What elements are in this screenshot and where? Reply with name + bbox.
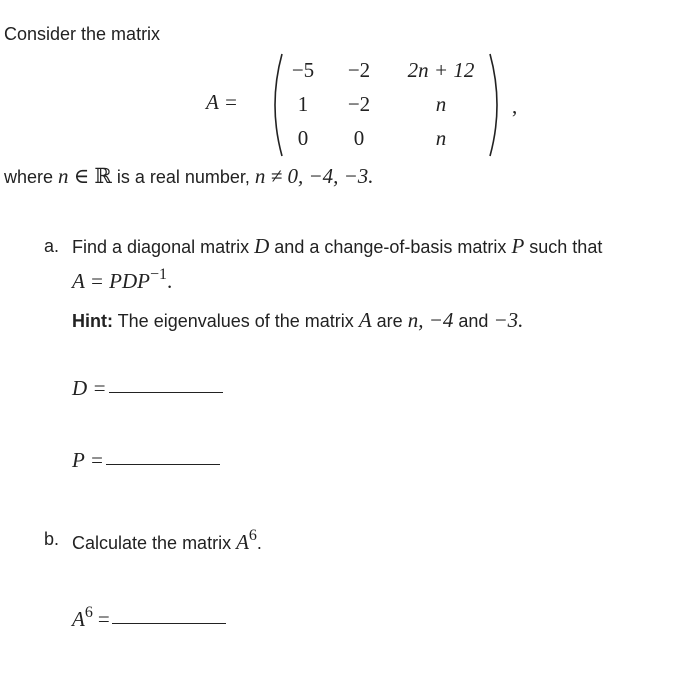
answer-p-blank[interactable] — [106, 464, 220, 465]
var-p: P — [511, 234, 525, 258]
hint-eigen-1: n, −4 — [407, 308, 454, 332]
condition-exclusions: n ≠ 0, −4, −3. — [254, 164, 374, 188]
matrix-cell: n — [435, 126, 447, 150]
part-a-text2: and a change-of-basis matrix — [274, 237, 507, 257]
matrix-cell: −2 — [347, 58, 371, 82]
answer-a6-eq: = — [97, 607, 110, 631]
part-b-period: . — [256, 533, 262, 553]
part-a-text3: such that — [529, 237, 603, 257]
answer-a6-base: A — [72, 607, 85, 631]
condition-line — [4, 164, 374, 189]
intro-text: Consider the matrix — [4, 24, 161, 44]
part-a-hint — [72, 308, 523, 333]
equation-period: . — [166, 269, 173, 293]
answer-p — [72, 448, 220, 473]
hint-and: and — [458, 311, 489, 331]
hint-var-a: A — [358, 308, 372, 332]
hint-eigen-2: −3. — [493, 308, 524, 332]
condition-middle: is a real number, — [116, 167, 250, 187]
answer-d-label: D = — [72, 376, 107, 400]
matrix-cell: −5 — [291, 58, 315, 82]
hint-text: The eigenvalues of the matrix — [117, 311, 354, 331]
hint-are: are — [376, 311, 403, 331]
part-a-text1: Find a diagonal matrix — [72, 237, 250, 257]
part-a-line1 — [72, 234, 602, 259]
answer-a6 — [72, 604, 226, 632]
part-a-equation — [72, 266, 172, 294]
part-b-sup: 6 — [248, 527, 257, 544]
matrix-trailing-comma: , — [512, 94, 518, 118]
answer-d — [72, 376, 223, 401]
answer-a6-sup: 6 — [84, 604, 93, 621]
right-paren — [486, 52, 506, 158]
matrix-cell: n — [435, 92, 447, 116]
part-b-var: A — [236, 530, 249, 554]
matrix-cell: 2n + 12 — [407, 58, 475, 82]
answer-p-label: P = — [72, 448, 104, 472]
matrix-cell: 0 — [297, 126, 309, 150]
condition-set: ∈ ℝ — [73, 164, 112, 188]
matrix-cell: −2 — [347, 92, 371, 116]
matrix-cell: 0 — [353, 126, 365, 150]
matrix-cell: 1 — [297, 92, 309, 116]
part-b-text — [72, 527, 262, 555]
part-b-prompt: Calculate the matrix — [72, 533, 232, 553]
condition-prefix: where — [4, 167, 54, 187]
matrix-label: A = — [206, 90, 238, 114]
hint-label: Hint: — [72, 311, 113, 331]
var-d: D — [254, 234, 270, 258]
part-b-marker: b. — [44, 529, 60, 549]
equation-main: A = PDP — [72, 269, 150, 293]
answer-a6-blank[interactable] — [112, 623, 226, 624]
answer-d-blank[interactable] — [109, 392, 223, 393]
condition-var-n: n — [58, 164, 69, 188]
part-a-marker: a. — [44, 236, 60, 256]
equation-superscript: −1 — [149, 266, 167, 283]
